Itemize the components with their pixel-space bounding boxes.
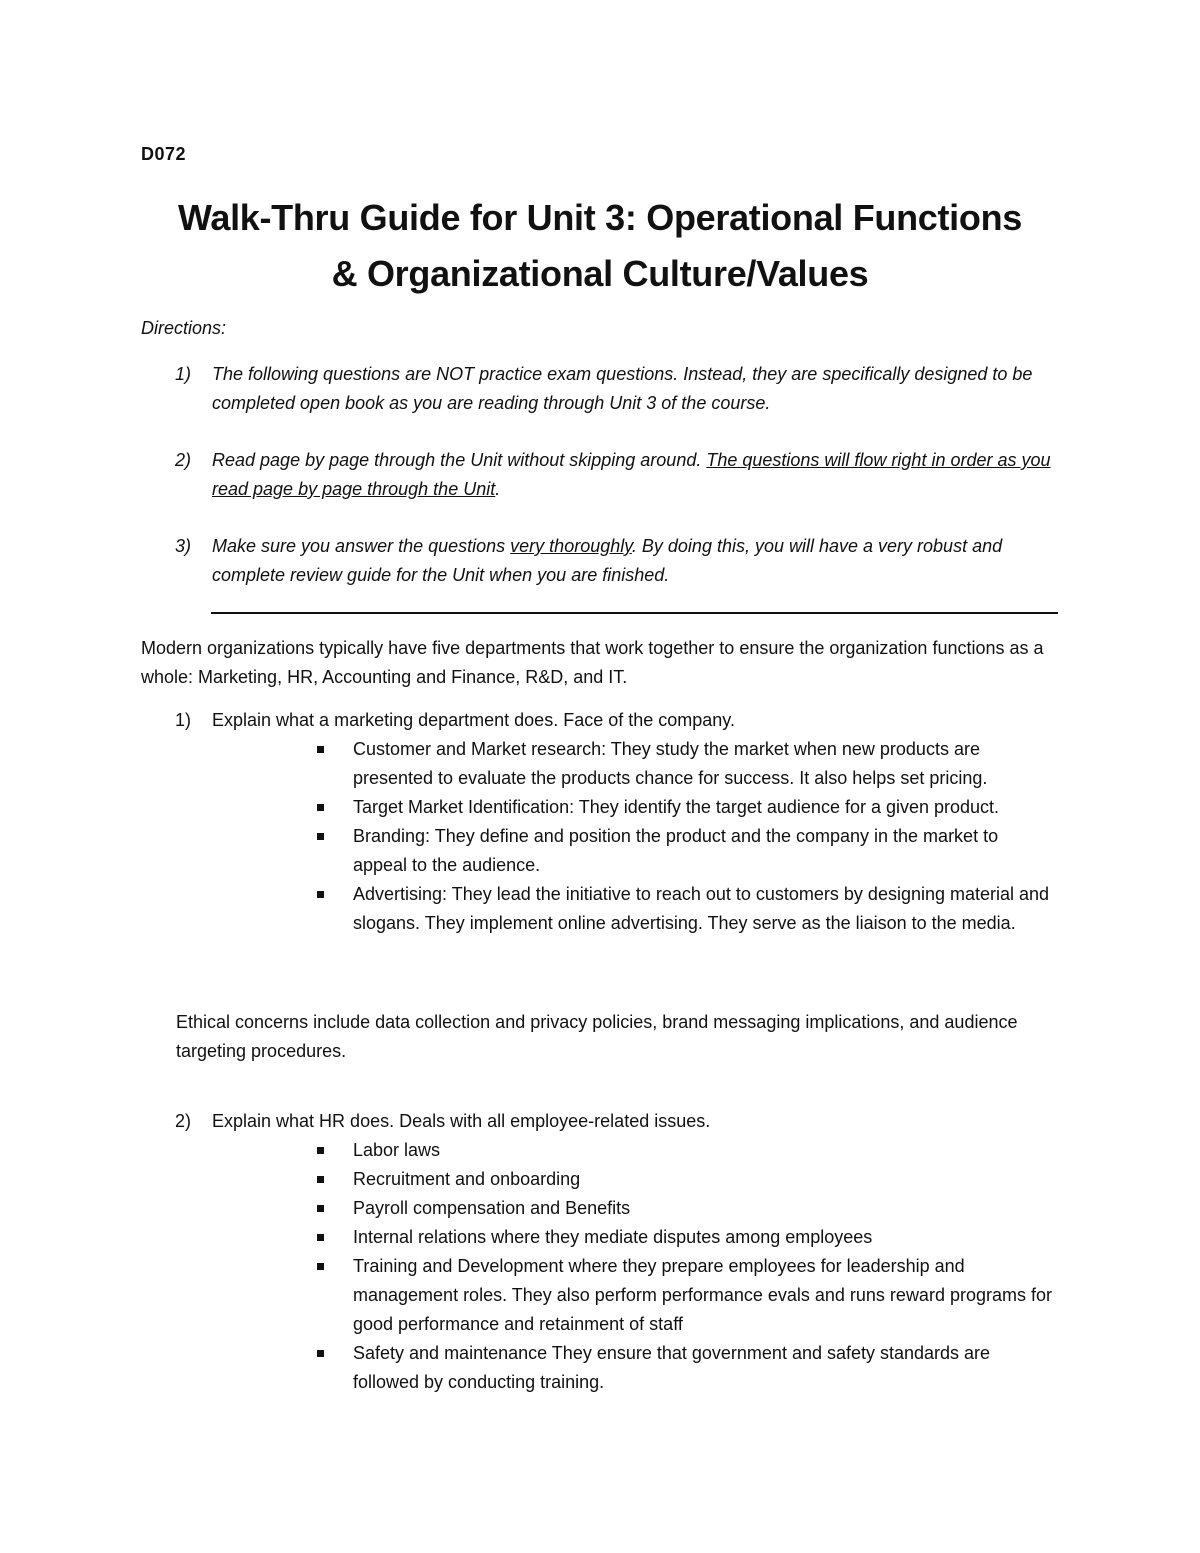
question-text: Explain what a marketing department does. Face of the company.	[212, 710, 735, 730]
direction-text: Make sure you answer the questions	[212, 536, 511, 556]
horizontal-divider	[211, 612, 1058, 614]
direction-text-end: . By doing this, you will have a very robust and complete review guide for the Unit when you are finished.	[212, 536, 1003, 585]
bullet-text: Advertising: They lead the initiative to reach out to customers by designing material and slogans. They implement online advertising. They serve as the liaison to the media.	[353, 884, 1050, 933]
bullet-item	[141, 822, 1061, 880]
title-line-1: Walk-Thru Guide for Unit 3: Operational Functions	[178, 197, 1022, 238]
bullet-item	[141, 793, 1061, 822]
direction-item	[141, 446, 1061, 504]
bullet-item	[141, 1165, 1061, 1194]
square-bullet-icon	[317, 1147, 324, 1154]
direction-number: 1)	[175, 364, 192, 384]
square-bullet-icon	[317, 833, 324, 840]
direction-text: Read page by page through the Unit without skipping around.	[212, 450, 707, 470]
bullet-text: Internal relations where they mediate disputes among employees	[353, 1227, 873, 1247]
direction-item	[141, 532, 1061, 590]
direction-underlined-text: very thoroughly	[510, 536, 632, 556]
bullet-text: Customer and Market research: They study the market when new products are presented to evaluate the products chance for success. It also helps set pricing.	[353, 739, 988, 788]
course-code: D072	[141, 144, 187, 164]
bullet-text: Branding: They define and position the product and the company in the market to appeal to the audience.	[353, 826, 999, 875]
square-bullet-icon	[317, 1263, 324, 1270]
bullet-item	[141, 1223, 1061, 1252]
directions-list	[141, 360, 1061, 618]
bullet-text: Safety and maintenance They ensure that government and safety standards are followed by conducting training.	[353, 1343, 991, 1392]
direction-number: 3)	[175, 536, 192, 556]
bullet-item	[141, 1252, 1061, 1339]
ethical-concerns-note: Ethical concerns include data collection and privacy policies, brand messaging implications, and audience targeting procedures.	[176, 1012, 1018, 1061]
bullet-text: Labor laws	[353, 1140, 441, 1160]
bullet-list	[141, 1136, 1061, 1397]
square-bullet-icon	[317, 1350, 324, 1357]
question-line	[141, 1107, 1061, 1136]
direction-number: 2)	[175, 450, 192, 470]
direction-text: The following questions are NOT practice exam questions. Instead, they are specifically designed to be completed open book as you are reading through Unit 3 of the course.	[212, 364, 1033, 413]
bullet-item	[141, 880, 1061, 938]
question-number: 1)	[175, 710, 192, 730]
square-bullet-icon	[317, 1205, 324, 1212]
square-bullet-icon	[317, 891, 324, 898]
bullet-item	[141, 1339, 1061, 1397]
bullet-text: Target Market Identification: They identify the target audience for a given product.	[353, 797, 1000, 817]
question-2	[141, 1107, 1061, 1397]
bullet-text: Recruitment and onboarding	[353, 1169, 581, 1189]
direction-text-end: .	[495, 479, 501, 499]
square-bullet-icon	[317, 804, 324, 811]
square-bullet-icon	[317, 1234, 324, 1241]
bullet-item	[141, 1194, 1061, 1223]
question-number: 2)	[175, 1111, 192, 1131]
direction-item	[141, 360, 1061, 418]
bullet-text: Payroll compensation and Benefits	[353, 1198, 631, 1218]
intro-paragraph: Modern organizations typically have five departments that work together to ensure the organization functions as a whole: Marketing, HR, Accounting and Finance, R&D, and IT.	[141, 638, 1044, 687]
question-1	[141, 706, 1061, 938]
bullet-item	[141, 1136, 1061, 1165]
directions-label: Directions:	[141, 318, 227, 338]
square-bullet-icon	[317, 746, 324, 753]
question-text: Explain what HR does. Deals with all employee-related issues.	[212, 1111, 711, 1131]
direction-underlined-text: The questions will flow right in order as you read page by page through the Unit	[212, 450, 1051, 499]
bullet-list	[141, 735, 1061, 938]
bullet-text: Training and Development where they prepare employees for leadership and management roles. They also perform performance evals and runs reward programs for good performance and retainment of staff	[353, 1256, 1052, 1334]
question-line	[141, 706, 1061, 735]
square-bullet-icon	[317, 1176, 324, 1183]
title-line-2: & Organizational Culture/Values	[331, 253, 869, 294]
bullet-item	[141, 735, 1061, 793]
page-title	[100, 190, 1100, 302]
